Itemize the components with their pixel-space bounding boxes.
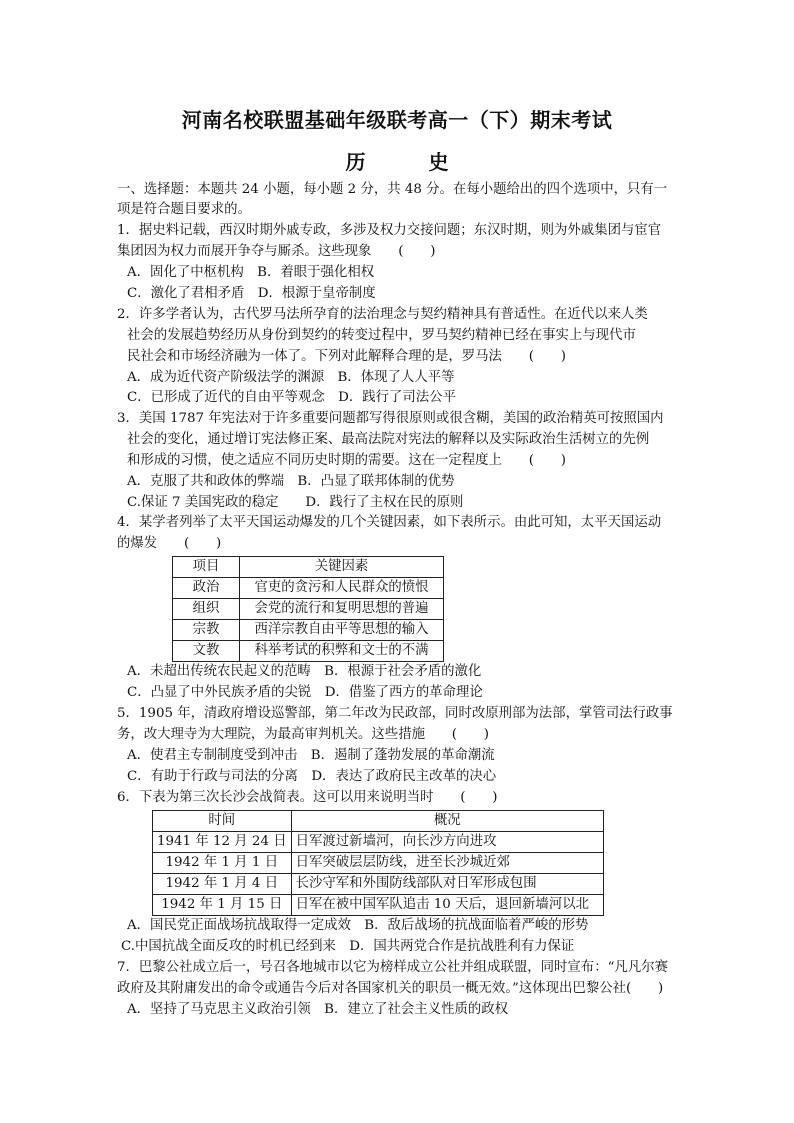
- table-row: [173, 578, 444, 599]
- question-2-stem-cont: 社会的发展趋势经历从身份到契约的转变过程中，罗马契约精神已经在事实上与现代市: [127, 328, 636, 343]
- question-3-options-ab: A．克服了共和政体的弊端 B．凸显了联邦体制的优势: [127, 474, 455, 489]
- question-4-stem-cont: 的爆发 ( ): [117, 536, 222, 551]
- question-6-options-cd: C.中国抗战全面反攻的时机已经到来 D．国共两党合作是抗战胜利有力保证: [121, 939, 575, 954]
- table-cell: 官吏的贪污和人民群众的愤恨: [240, 578, 444, 599]
- question-2-stem-cont: 民社会和市场经济融为一体了。下列对此解释合理的是，罗马法 ( ): [127, 349, 566, 364]
- table-cell: 文教: [173, 641, 240, 662]
- question-7-stem: 7．巴黎公社成立后一，号召各地城市以它为榜样成立公社并组成联盟，同时宣布：“凡凡尔赛: [117, 960, 668, 975]
- question-7-options-ab: A．坚持了马克思主义政治引领 B．建立了社会主义性质的政权: [127, 1002, 509, 1017]
- table-header-row: [173, 557, 444, 578]
- table-cell: 西洋宗教自由平等思想的输入: [240, 620, 444, 641]
- question-5-options-cd: C．有助于行政与司法的分离 D．表达了政府民主改革的决心: [127, 769, 497, 784]
- table-row: [173, 620, 444, 641]
- question-4-options-cd: C．凸显了中外民族矛盾的尖锐 D．借鉴了西方的革命理论: [127, 685, 483, 700]
- table-header-cell: 概况: [291, 811, 603, 832]
- table-cell: 宗教: [173, 620, 240, 641]
- question-2-options-cd: C．已形成了近代的自由平等观念 D．践行了司法公平: [127, 390, 456, 405]
- table-cell: 科举考试的积弊和文士的不满: [240, 641, 444, 662]
- question-1-options-ab: A．固化了中枢机构 B．着眼于强化相权: [127, 265, 375, 280]
- question-2-stem: 2．许多学者认为，古代罗马法所孕育的法治理念与契约精神具有普适性。在近代以来人类: [117, 307, 648, 322]
- question-1-stem-cont: 集团因为权力而展开争夺与厮杀。这些现象 ( ): [117, 244, 436, 259]
- question-1-options-cd: C．激化了君相矛盾 D．根源于皇帝制度: [127, 286, 376, 301]
- table-header-cell: 项目: [173, 557, 240, 578]
- table-cell: 长沙守军和外围防线部队对日军形成包围: [291, 874, 603, 895]
- table-header-cell: 关键因素: [240, 557, 444, 578]
- table-cell: 日军在被中国军队追击 10 天后，退回新墙河以北: [291, 895, 603, 916]
- question-3-stem: 3．美国 1787 年宪法对于许多重要问题都写得很原则或很含糊，美国的政治精英可按照国内: [117, 411, 664, 426]
- table-cell: 1941 年 12 月 24 日: [153, 832, 292, 853]
- table-cell: 政治: [173, 578, 240, 599]
- question-6-stem: 6．下表为第三次长沙会战简表。这可以用来说明当时 ( ): [117, 790, 498, 805]
- question-4-options-ab: A．未超出传统农民起义的范畴 B．根源于社会矛盾的激化: [127, 664, 482, 679]
- question-3-options-cd: C.保证 7 美国宪政的稳定 D．践行了主权在民的原则: [127, 495, 464, 510]
- question-3-stem-cont: 社会的变化，通过增订宪法修正案、最高法院对宪法的解释以及实际政治生活树立的先例: [127, 432, 650, 447]
- question-7-stem-cont: 政府及其附庸发出的命令或通告今后对各国家机关的职员一概无效。”这体现出巴黎公社( ): [117, 981, 664, 996]
- question-5-stem-cont: 务，改大理寺为大理院，为最高审判机关。这些措施 ( ): [117, 727, 489, 742]
- section-heading-cont: 项是符合题目要求的。: [117, 202, 251, 217]
- table-row: [173, 641, 444, 662]
- table-row: [153, 895, 604, 916]
- question-2-options-ab: A．成为近代资产阶级法学的渊源 B．体现了人人平等: [127, 370, 455, 385]
- table-cell: 组织: [173, 599, 240, 620]
- table-header-row: [153, 811, 604, 832]
- question-6-table: [152, 810, 604, 916]
- question-5-options-ab: A．使君主专制制度受到冲击 B．遏制了蓬勃发展的革命潮流: [127, 748, 495, 763]
- table-cell: 1942 年 1 月 1 日: [153, 853, 292, 874]
- table-header-cell: 时间: [153, 811, 292, 832]
- table-row: [153, 874, 604, 895]
- question-5-stem: 5．1905 年，清政府增设巡警部，第二年改为民政部，同时改原刑部为法部，掌管司法行政事: [117, 706, 673, 721]
- table-cell: 日军突破层层防线，进至长沙城近郊: [291, 853, 603, 874]
- table-row: [153, 832, 604, 853]
- question-4-stem: 4．某学者列举了太平天国运动爆发的几个关键因素，如下表所示。由此可知，太平天国运动: [117, 515, 662, 530]
- exam-title: 河南名校联盟基础年级联考高一（下）期末考试: [181, 108, 613, 132]
- table-cell: 日军渡过新墙河，向长沙方向进攻: [291, 832, 603, 853]
- table-cell: 1942 年 1 月 4 日: [153, 874, 292, 895]
- table-row: [153, 853, 604, 874]
- question-1-stem: 1．据史料记载，西汉时期外戚专政，多涉及权力交接问题；东汉时期，则为外戚集团与宦官: [117, 223, 662, 238]
- question-6-options-ab: A．国民党正面战场抗战取得一定成效 B．敌后战场的抗战面临着严峻的形势: [127, 918, 589, 933]
- table-cell: 1942 年 1 月 15 日: [153, 895, 292, 916]
- table-cell: 会党的流行和复明思想的普遍: [240, 599, 444, 620]
- section-heading: 一、选择题：本题共 24 小题，每小题 2 分，共 48 分。在每小题给出的四个选项中，只有一: [117, 182, 668, 197]
- question-4-table: [172, 556, 444, 662]
- subject-title: 历 史: [345, 150, 477, 174]
- table-row: [173, 599, 444, 620]
- question-3-stem-cont: 和形成的习惯，使之适应不同历史时期的需要。这在一定程度上 ( ): [127, 453, 566, 468]
